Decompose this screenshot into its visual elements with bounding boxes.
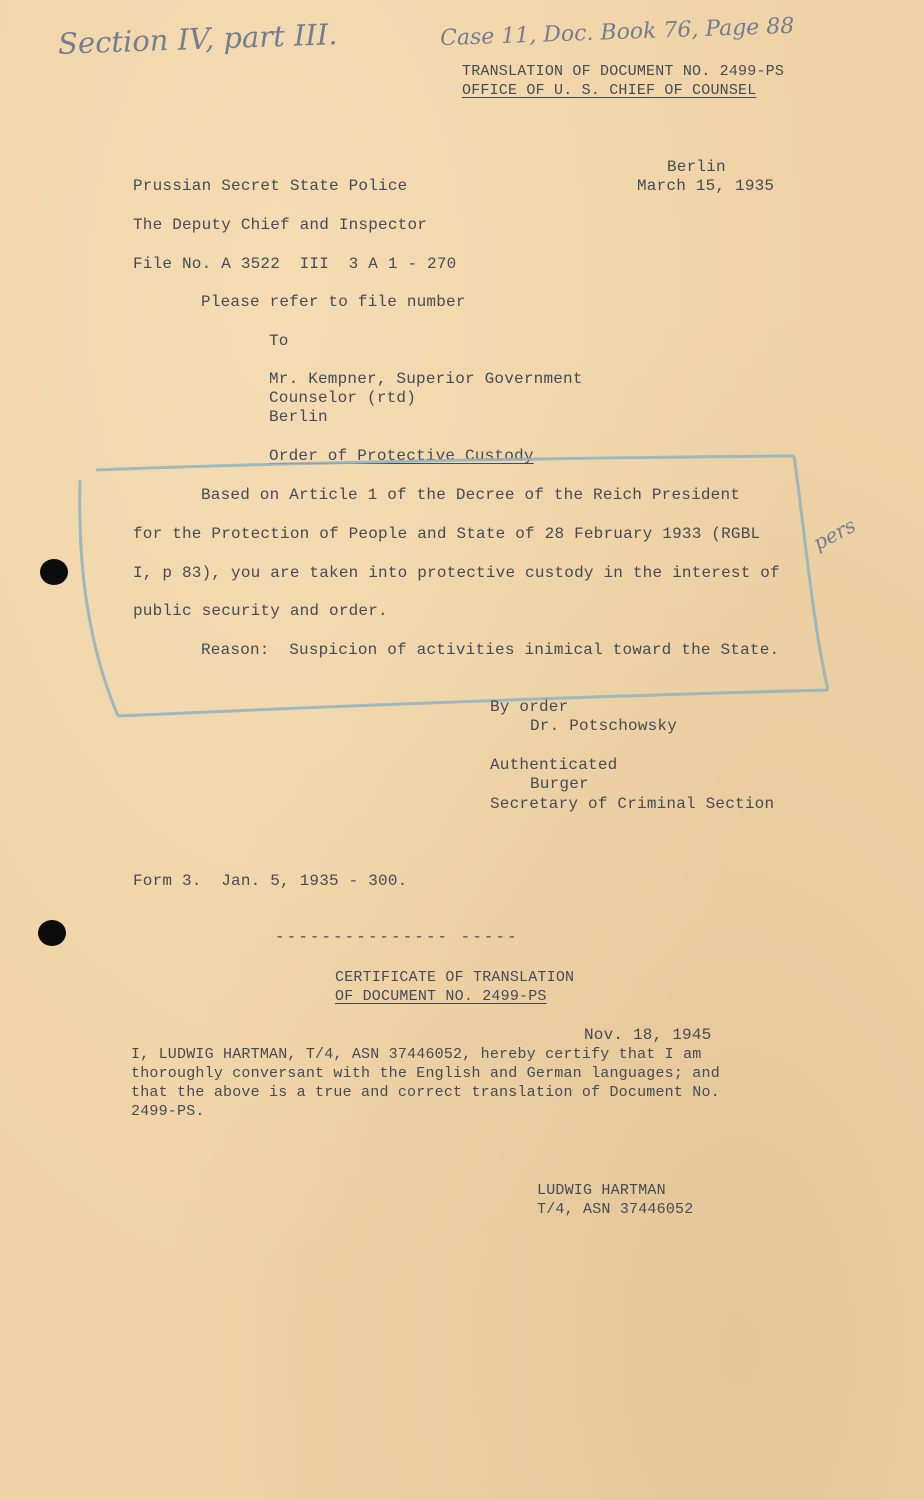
recipient-line1: Mr. Kempner, Superior Government (269, 370, 583, 388)
body-line2: for the Protection of People and State of 28 February 1933 (RGBL (133, 525, 761, 543)
authenticator-title: Secretary of Criminal Section (490, 795, 775, 813)
handwritten-margin-mark: pers (808, 512, 860, 556)
certificate-body-line1: I, LUDWIG HARTMAN, T/4, ASN 37446052, hereby certify that I am (131, 1046, 702, 1063)
recipient-line2: Counselor (rtd) (269, 389, 417, 407)
translator-id: T/4, ASN 37446052 (537, 1201, 694, 1218)
certificate-body-line3: that the above is a true and correct translation of Document No. (131, 1084, 720, 1101)
handwritten-case-reference: Case 11, Doc. Book 76, Page 88 (439, 13, 795, 52)
by-order: By order (490, 698, 569, 716)
file-number: File No. A 3522 III 3 A 1 - 270 (133, 255, 457, 273)
sender-title: The Deputy Chief and Inspector (133, 216, 428, 234)
order-subject: Order of Protective Custody (269, 447, 534, 465)
to-label: To (269, 332, 289, 350)
punch-hole-lower (38, 920, 66, 946)
signer-name: Dr. Potschowsky (530, 717, 678, 735)
certificate-date: Nov. 18, 1945 (584, 1026, 712, 1044)
document-header-line1: TRANSLATION OF DOCUMENT NO. 2499-PS (462, 63, 785, 80)
authenticator-name: Burger (530, 775, 589, 793)
letter-place: Berlin (667, 158, 726, 176)
certificate-title: CERTIFICATE OF TRANSLATION (335, 969, 575, 986)
form-number: Form 3. Jan. 5, 1935 - 300. (133, 872, 408, 890)
refer-note: Please refer to file number (201, 293, 466, 311)
separator-line: --------------- ----- (275, 928, 519, 946)
body-line3: I, p 83), you are taken into protective custody in the interest of (133, 564, 780, 582)
translator-name: LUDWIG HARTMAN (537, 1182, 666, 1199)
recipient-line3: Berlin (269, 408, 328, 426)
certificate-subtitle: OF DOCUMENT NO. 2499-PS (335, 988, 547, 1005)
authenticated-label: Authenticated (490, 756, 618, 774)
punch-hole-upper (40, 559, 68, 585)
handwritten-section-note: Section IV, part III. (57, 17, 339, 61)
sender-agency: Prussian Secret State Police (133, 177, 408, 195)
body-line4: public security and order. (133, 602, 388, 620)
letter-date: March 15, 1935 (637, 177, 775, 195)
reason-line: Reason: Suspicion of activities inimical toward the State. (201, 641, 780, 659)
body-line1: Based on Article 1 of the Decree of the Reich President (201, 486, 741, 504)
document-header-line2: OFFICE OF U. S. CHIEF OF COUNSEL (462, 82, 757, 99)
certificate-body-line4: 2499-PS. (131, 1103, 205, 1120)
certificate-body-line2: thoroughly conversant with the English and German languages; and (131, 1065, 720, 1082)
